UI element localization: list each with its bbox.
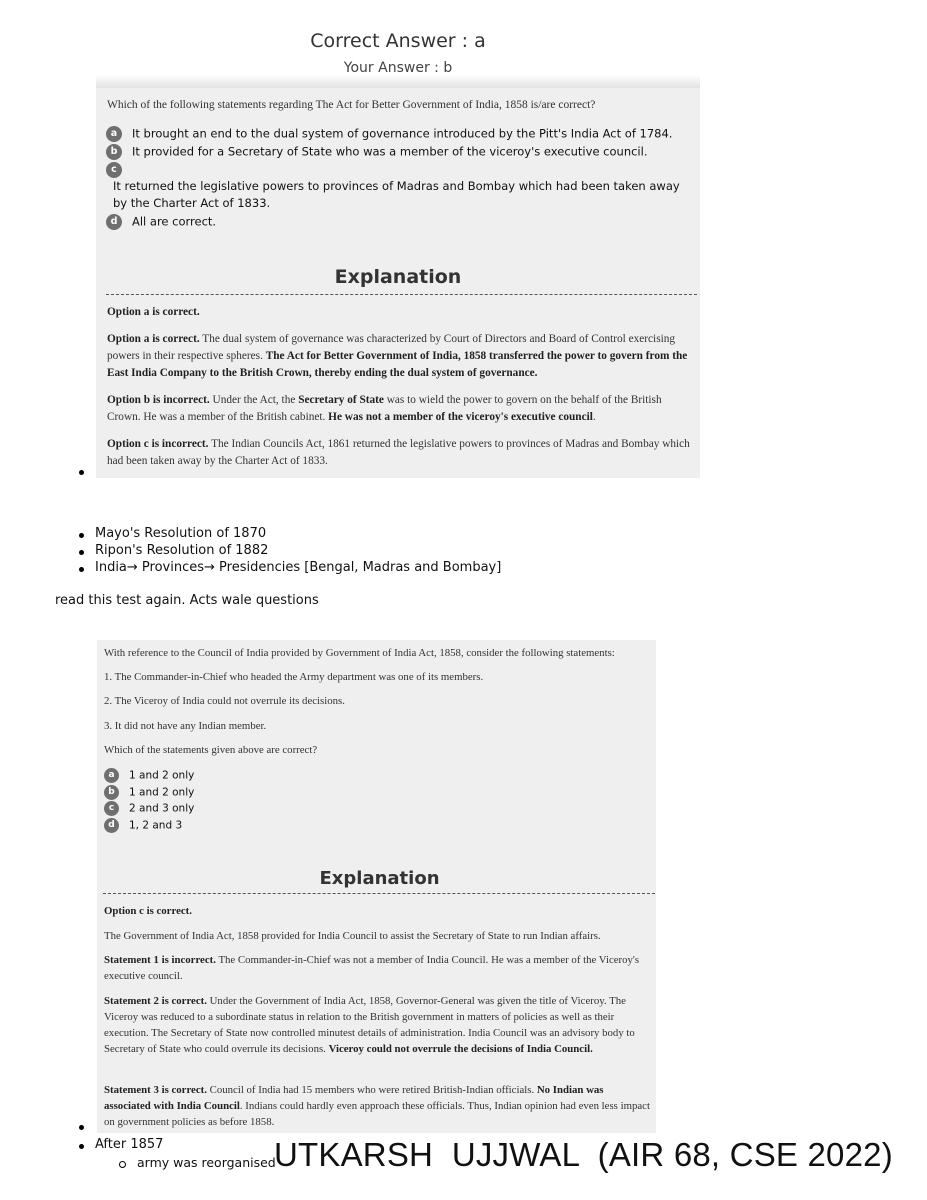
option-a: a 1 and 2 only: [104, 768, 194, 783]
bullet-dot: [79, 567, 84, 572]
bullet-dot: [79, 533, 84, 538]
option-badge: c: [106, 162, 122, 178]
explanation-statement-1: Statement 1 is incorrect. The Commander-in-Chief was not a member of India Council. He was a member of the Viceroy's executive council.: [104, 954, 640, 982]
option-b: b It provided for a Secretary of State who was a member of the viceroy's executive council.: [106, 144, 696, 160]
question-prompt: Which of the statements given above are correct?: [104, 744, 318, 756]
option-badge: b: [106, 144, 122, 160]
option-badge: b: [104, 785, 119, 800]
statement-2: 2. The Viceroy of India could not overrule its decisions.: [104, 695, 345, 707]
answer-header: [96, 22, 700, 88]
explanation-intro: The Government of India Act, 1858 provided for India Council to assist the Secretary of State to run Indian affairs.: [104, 930, 601, 942]
bullet-dot: [79, 1144, 84, 1149]
statement-3: 3. It did not have any Indian member.: [104, 720, 267, 732]
correct-answer-label: Correct Answer : a: [310, 30, 486, 52]
bullet-dot: [79, 550, 84, 555]
watermark-text: UTKARSH UJJWAL (AIR 68, CSE 2022): [274, 1136, 893, 1173]
option-c: [106, 162, 696, 178]
question-text: With reference to the Council of India provided by Government of India Act, 1858, consider the following statements:: [104, 647, 615, 659]
option-d: d 1, 2 and 3: [104, 818, 182, 833]
explanation-title: Explanation: [334, 266, 462, 288]
statement-1: 1. The Commander-in-Chief who headed the Army department was one of its members.: [104, 671, 484, 683]
note-item-hierarchy: India→ Provinces→ Presidencies [Bengal, Madras and Bombay]: [95, 560, 502, 575]
explanation-statement-2: Statement 2 is correct. Under the Government of India Act, 1858, Governor-General was given the title of Viceroy. The Viceroy was reduced to a subordinate status in relation to the British government in matters of policies as well as their execution. The Secretary of State now controlled minutest details of administration. India Council was an advisory body to Secretary of State who could overrule its decisions. Viceroy could not overrule the decisions of India Council.: [104, 995, 635, 1055]
note-item-ripon: Ripon's Resolution of 1882: [95, 543, 269, 558]
explanation-answer: Option c is correct.: [104, 905, 192, 917]
sub-bullet-circle: [119, 1161, 126, 1168]
note-line: read this test again. Acts wale questions: [55, 593, 319, 608]
option-c-text: It returned the legislative powers to provinces of Madras and Bombay which had been taken away by the Charter Act of 1833.: [113, 179, 680, 210]
note-item-mayo: Mayo's Resolution of 1870: [95, 526, 267, 541]
explanation-statement-3: Statement 3 is correct. Council of India had 15 members who were retired British-Indian officials. No Indian was associated with India Council. Indians could hardly even approach these officials. Thus, Indian opinion had even less impact on government policies as before 1858.: [104, 1084, 650, 1128]
option-badge: d: [104, 818, 119, 833]
explanation-paragraph-b: Option b is incorrect. Under the Act, the Secretary of State was to wield the power to govern on the behalf of the British Crown. He was a member of the British cabinet. He was not a member of the viceroy's executive council.: [107, 394, 662, 423]
explanation-divider: [103, 893, 655, 894]
explanation-paragraph-c: Option c is incorrect. The Indian Councils Act, 1861 returned the legislative powers to provinces of Madras and Bombay which had been taken away by the Charter Act of 1833.: [107, 438, 690, 467]
option-badge: a: [106, 126, 122, 142]
option-badge: a: [104, 768, 119, 783]
note-item-after-1857: After 1857: [95, 1137, 164, 1152]
question-screenshot-1: [96, 88, 700, 478]
question-text: Which of the following statements regarding The Act for Better Government of India, 1858 is/are correct?: [107, 99, 596, 111]
note-sub-item-army: army was reorganised: [137, 1155, 276, 1170]
option-badge: d: [106, 214, 122, 230]
explanation-answer: Option a is correct.: [107, 306, 200, 318]
bullet-dot: [79, 1125, 84, 1130]
option-a: a It brought an end to the dual system of governance introduced by the Pitt's India Act of 1784.: [106, 126, 696, 142]
explanation-divider: [106, 294, 697, 295]
explanation-paragraph-a: Option a is correct. The dual system of governance was characterized by Court of Directors and Board of Control exercising powers in their respective spheres. The Act for Better Government of India, 1858 transferred the power to govern from the East India Company to the British Crown, thereby ending the dual system of governance.: [107, 333, 688, 379]
option-b: b 1 and 2 only: [104, 785, 194, 800]
your-answer-label: Your Answer : b: [343, 60, 453, 76]
option-c: c 2 and 3 only: [104, 801, 194, 816]
option-badge: c: [104, 801, 119, 816]
explanation-title: Explanation: [319, 868, 440, 889]
option-d: d All are correct.: [106, 214, 696, 230]
question-screenshot-2: [97, 640, 656, 1133]
bullet-dot: [79, 470, 84, 475]
